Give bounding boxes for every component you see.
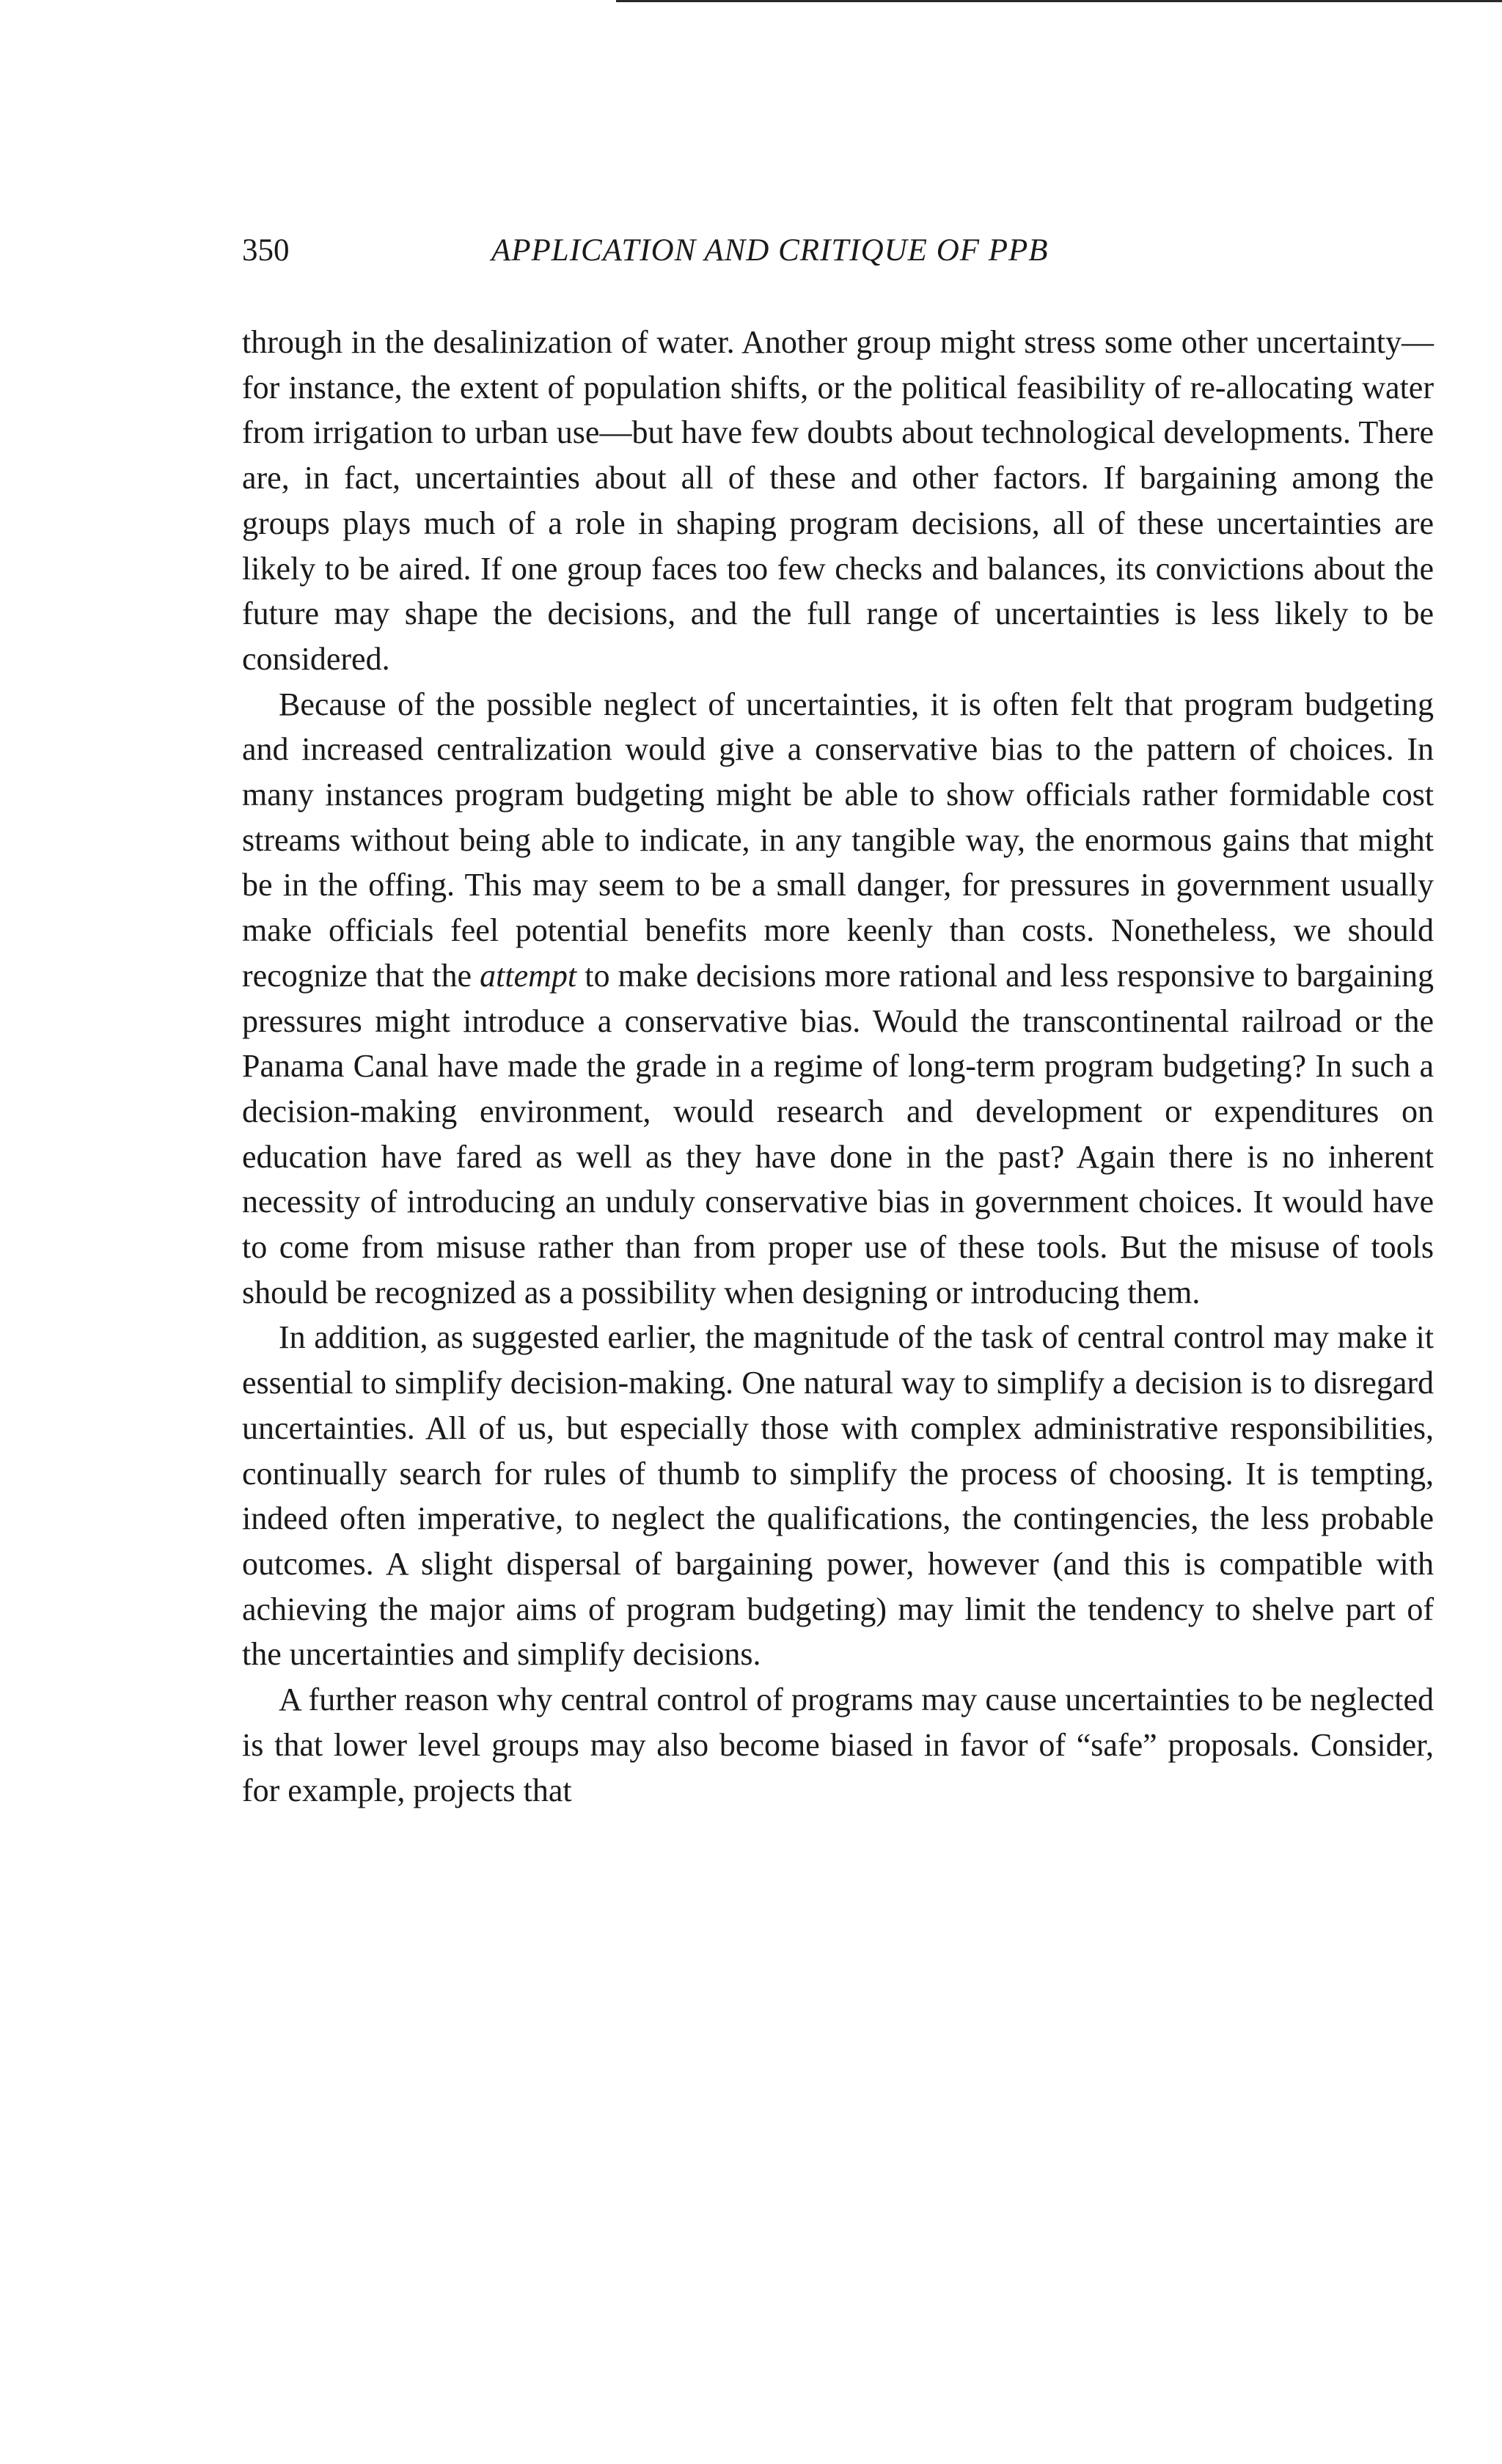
paragraph-2-emphasis: attempt — [480, 957, 577, 994]
paragraph-3: In addition, as suggested earlier, the magnitude of the task of central control may make it essential to simplify decision-making. One natural way to simplify a decision is to disregard uncertainties. All of us, but especially those with complex administrative responsibilities, continually search for rules of thumb to simplify the process of choosing. It is tempting, indeed often imperative, to neglect the qualifications, the contingencies, the less probable outcomes. A slight dispersal of bargaining power, however (and this is compatible with achieving the major aims of program budgeting) may limit the tendency to shelve part of the uncertainties and simplify decisions. — [242, 1319, 1434, 1673]
page-number: 350 — [242, 233, 290, 268]
paragraph-2-text-before: Because of the possible neglect of uncertainties, it is often felt that program budgeting and increased centralization would give a conservative bias to the pattern of choices. In many instances program budgeting might be able to show officials rather formidable cost streams without being able to indicate, in any tangible way, the enormous gains that might be in the offing. This may seem to be a small danger, for pressures in government usually make officials feel potential benefits more keenly than costs. Nonetheless, we should recognize that the — [242, 686, 1434, 994]
running-head: APPLICATION AND CRITIQUE OF PPB — [491, 233, 1049, 268]
paragraph-2 — [242, 682, 1434, 1316]
paragraph-1: through in the desalinization of water. Another group might stress some other uncertainty—for instance, the extent of population shifts, or the political feasibility of re-allocating water from irrigation to urban use—but have few doubts about technological developments. There are, in fact, uncertainties about all of these and other factors. If bargaining among the groups plays much of a role in shaping program decisions, all of these uncertainties are likely to be aired. If one group faces too few checks and balances, its convictions about the future may shape the decisions, and the full range of uncertainties is less likely to be considered. — [242, 324, 1434, 677]
book-page — [242, 233, 1434, 1813]
paragraph-2-text-after: to make decisions more rational and less responsive to bargaining pressures might introduce a conservative bias. Would the transcontinental railroad or the Panama Canal have made the grade in a regime of long-term program budgeting? In such a decision-making environment, would research and development or expenditures on education have fared as well as they have done in the past? Again there is no inherent necessity of introducing an unduly conservative bias in government choices. It would have to come from misuse rather than from proper use of these tools. But the misuse of tools should be recognized as a possibility when designing or introducing them. — [242, 957, 1434, 1310]
paragraph-4: A further reason why central control of programs may cause uncertainties to be neglected is that lower level groups may also become biased in favor of “safe” proposals. Consider, for example, projects that — [242, 1682, 1434, 1808]
top-scan-rule — [616, 0, 1502, 2]
page-header — [242, 233, 1434, 268]
